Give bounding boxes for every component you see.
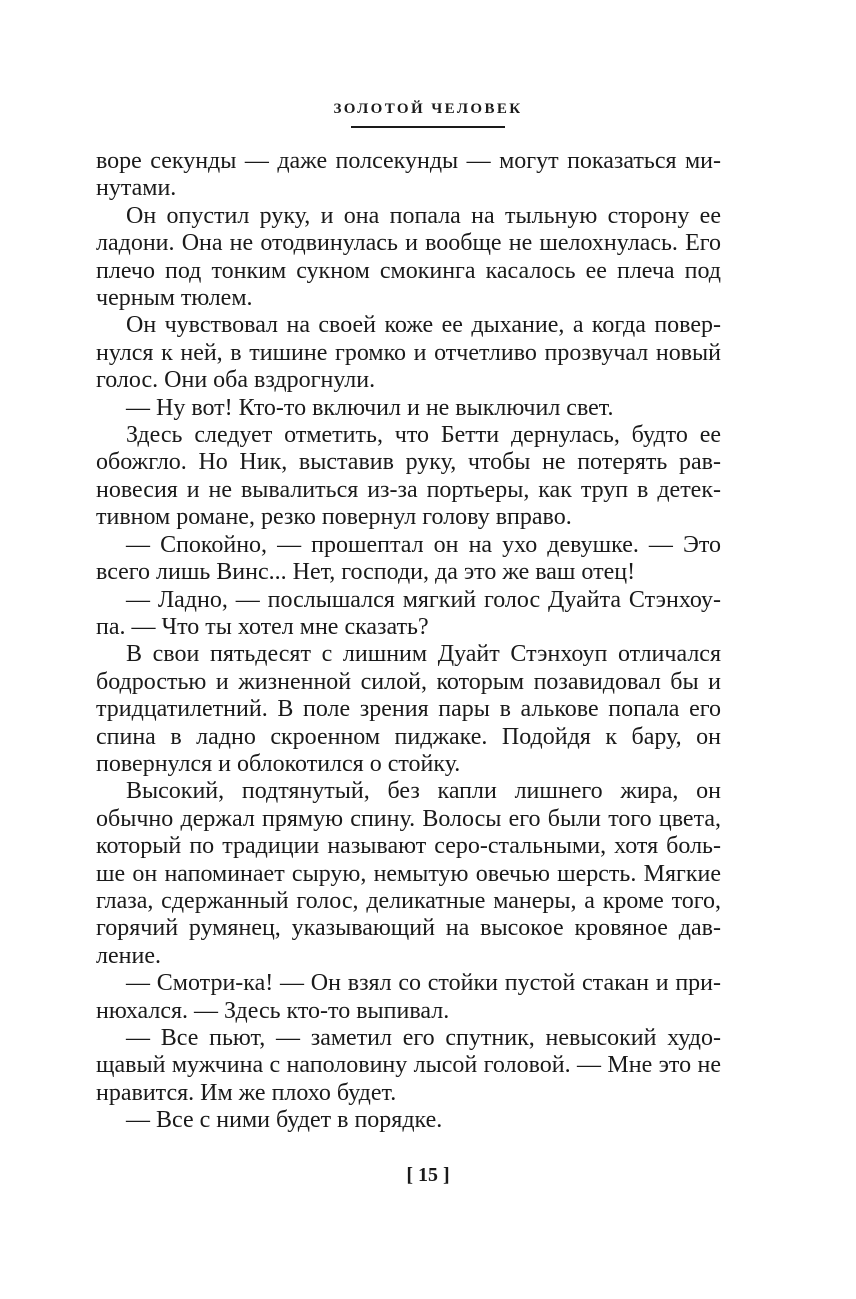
dialogue-line: — Спокойно, — прошептал он на ухо девушке. — Это всего лишь Винс... Нет, господи, да это же ваш отец!	[96, 531, 721, 586]
folio-bracket-open: [	[406, 1164, 413, 1186]
header-rule	[351, 126, 505, 128]
paragraph: В свои пятьдесят с лишним Дуайт Стэнхоуп отличался бодростью и жизненной силой, которым позавидовал бы и тридцатилетний. В поле зрения пары в алькове попала его спина в ладно скроенном пиджаке. Подойдя к бару, он повернулся и облокотился о стойку.	[96, 641, 721, 777]
body-text	[96, 148, 721, 1135]
page-number	[0, 1162, 856, 1188]
dialogue-line: — Ну вот! Кто-то включил и не выключил свет.	[126, 394, 614, 421]
folio-bracket-close: ]	[443, 1164, 450, 1186]
running-head	[0, 98, 856, 128]
dialogue-line: — Все пьют, — заметил его спутник, невысокий худощавый мужчина с наполовину лысой головой. — Мне это не нравится. Им же плохо будет.	[96, 1025, 721, 1106]
page-number-value: 15	[418, 1164, 438, 1186]
paragraph: Он чувствовал на своей коже ее дыхание, а когда повернулся к ней, в тишине громко и отчетливо прозвучал новый голос. Они оба вздрогнули.	[96, 312, 721, 394]
dialogue-line: — Смотри-ка! — Он взял со стойки пустой стакан и принюхался. — Здесь кто-то выпивал.	[96, 970, 721, 1024]
paragraph: Высокий, подтянутый, без капли лишнего жира, он обычно держал прямую спину. Волосы его были того цвета, который по традиции называют серо-стальными, хотя больше он напоминает сырую, немытую овечью шерсть. Мягкие глаза, сдержанный голос, деликатные манеры, а кроме того, горячий румянец, указывающий на высокое кровяное давление.	[96, 778, 721, 969]
paragraph: Здесь следует отметить, что Бетти дернулась, будто ее обожгло. Но Ник, выставив руку, чтобы не потерять равновесия и не вывалиться из-за портьеры, как труп в детективном романе, резко повернул голову вправо.	[96, 422, 721, 531]
dialogue-line: — Ладно, — послышался мягкий голос Дуайта Стэнхоупа. — Что ты хотел мне сказать?	[96, 586, 721, 640]
paragraph: Он опустил руку, и она попала на тыльную сторону ее ладони. Она не отодвинулась и вообще не шелохнулась. Его плечо под тонким сукном смокинга касалось ее плеча под черным тюлем.	[96, 202, 721, 312]
paragraph-continued: воре секунды — даже полсекунды — могут показаться минутами.	[96, 148, 721, 202]
dialogue-line: — Все с ними будет в порядке.	[126, 1107, 443, 1134]
running-title: ЗОЛОТОЙ ЧЕЛОВЕК	[333, 101, 523, 117]
